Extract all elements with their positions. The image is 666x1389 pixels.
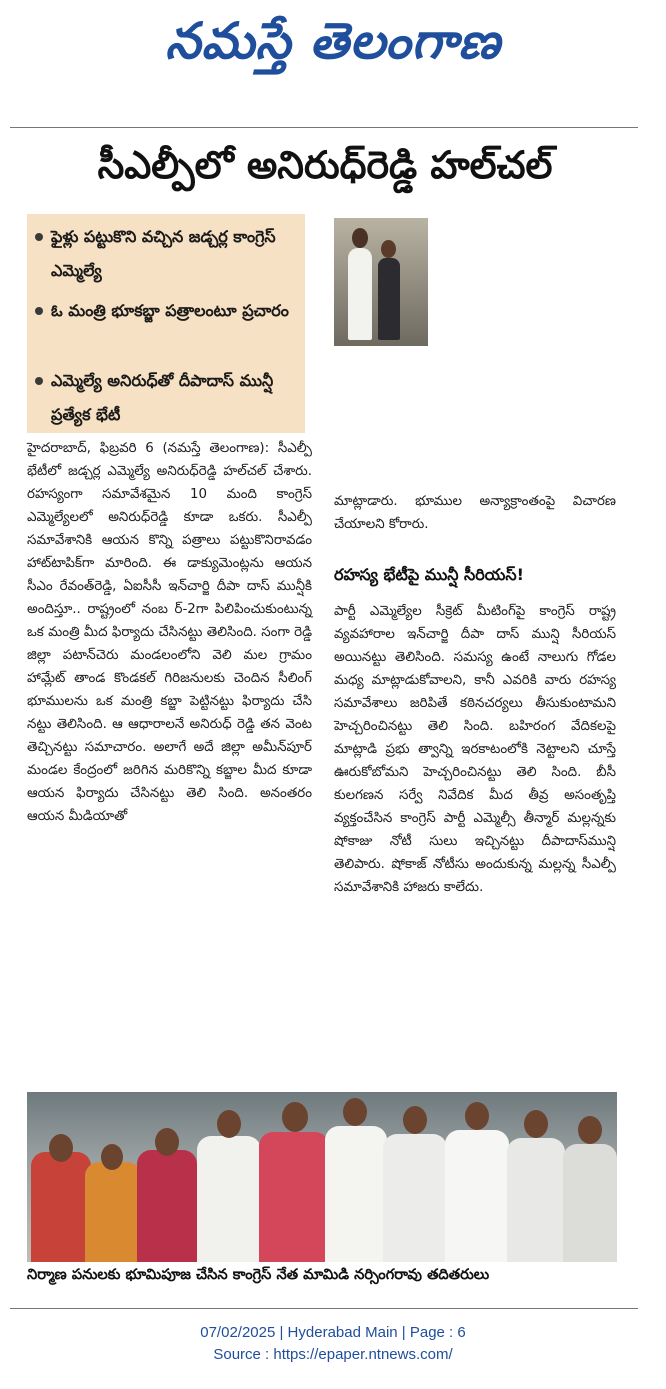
footer [0,1322,666,1366]
photo-person [137,1150,197,1262]
photo-person-head [155,1128,179,1156]
bullet-icon [35,377,43,385]
photo-person-head [578,1116,602,1144]
article-body-column-2-top: మాట్లాడారు. భూముల అన్యాక్రాంతంపై విచారణ చేయాలని కోరారు. [334,494,616,532]
photo-caption: నిర్మాణ పనులకు భూమిపూజ చేసిన కాంగ్రెస్ నేత మామిడి నర్సింగరావు తదితరులు [27,1266,490,1283]
highlight-text: ఓ మంత్రి భూకబ్జా పత్రాలంటూ ప్రచారం [51,301,289,320]
masthead [0,0,666,95]
photo-person [259,1132,329,1262]
photo-person [563,1144,617,1262]
article-headline-box [16,139,634,201]
highlight-item [37,220,299,288]
photo-person-head [352,228,368,248]
photo-person [197,1136,261,1262]
mla-photo [334,218,428,346]
photo-person-head [403,1106,427,1134]
highlights-box [27,214,305,433]
photo-person [383,1134,447,1262]
photo-person [348,248,372,340]
newspaper-title: నమస్తే తెలంగాణ [165,12,501,70]
photo-person [445,1130,509,1262]
photo-person [85,1162,141,1262]
photo-person-head [381,240,396,258]
photo-person-head [524,1110,548,1138]
footer-date-edition: 07/02/2025 | Hyderabad Main | Page : 6 [200,1324,466,1341]
photo-person [31,1152,91,1262]
bullet-icon [35,307,43,315]
photo-person-head [282,1102,308,1132]
photo-person-head [465,1102,489,1130]
bullet-icon [35,233,43,241]
photo-person-head [217,1110,241,1138]
photo-person [378,258,400,340]
photo-person-head [101,1144,123,1170]
highlight-item [37,364,299,432]
photo-person-head [343,1098,367,1126]
article-subhead: రహస్య భేటీపై మున్షీ సీరియస్! [334,565,524,584]
photo-person-head [49,1134,73,1162]
footer-source: Source : https://epaper.ntnews.com/ [213,1346,453,1363]
article-body-column-1: హైదరాబాద్, ఫిబ్రవరి 6 (నమస్తే తెలంగాణ): సీఎల్పీ భేటీలో జడ్చర్ల ఎమ్మెల్యే అనిరుధ్‌రెడ్డి హల్‌చల్ చేశారు. రహస్యంగా సమావేశమైన 10 మంది కాంగ్రెస్ ఎమ్మెల్యేలలో అనిరుధ్‌రెడ్డి కూడా ఒకరు. సీఎల్పీ సమావేశానికి ఆయన కొన్ని పత్రాలు పట్టుకొనిరావడం హాట్‌టాపిక్‌గా మారింది. ఈ డాక్యుమెంట్లను ఆయన సీఎం రేవంత్‌రెడ్డి, ఏఐసీసీ ఇన్‌చార్జి దీపా దాస్ మున్షీకి అందిస్తూ.. రాష్ట్రంలో నంబ ర్-2గా పిలిపించుకుంటున్న ఒక మంత్రి మీద ఫిర్యాదు చేసినట్టు తెలిసింది. సంగా రెడ్డి జిల్లా పటాన్‌చెరు మండలంలోని వెలి మల గ్రామం హామ్లేట్ తాండ కొండకల్ గిరిజనులకు చెందిన సీలింగ్ భూములను ఒక మంత్రి కబ్జా పెట్టినట్టు ఫిర్యాదు చేసి నట్టు తెలిసింది. ఆ ఆధారాలనే అనిరుధ్ రెడ్డి తన వెంట తెచ్చినట్టు సమాచారం. అలాగే అదే జిల్లా అమీన్‌పూర్ మండల కేంద్రంలో జరిగిన మరికొన్ని కబ్జాల మీద కూడా ఆయన ఫిర్యాదు చేసినట్టు తెలి సింది. అనంతరం ఆయన మీడియాతో [27,441,312,824]
highlight-text: ఫైళ్లు పట్టుకొని వచ్చిన జడ్చర్ల కాంగ్రెస్ ఎమ్మెల్యే [51,227,276,280]
photo-person [325,1126,387,1262]
article-body-column-2: పార్టీ ఎమ్మెల్యేల సీక్రెట్ మీటింగ్‌పై కాంగ్రెస్ రాష్ట్ర వ్యవహారాల ఇన్‌చార్జి దీపా దాస్ మున్షి సీరియస్ అయినట్టు తెలిసింది. సమస్య ఉంటే నాలుగు గోడల మధ్య మాట్లాడుకోవాలని, కానీ ఎవరికి వారు రహస్య సమావేశాలు జరిపితే కఠినచర్యలు తీసుకుంటామని హెచ్చరించినట్టు తెలి సింది. బహిరంగ వేదికలపై మాట్లాడి ప్రభు త్వాన్ని ఇరకాటంలోకి నెట్టాలని చూస్తే ఊరుకోబోమని హెచ్చరించినట్టు తెలి సింది. బీసీ కులగణన సర్వే నివేదిక మీద తీవ్ర అసంతృప్తి వ్యక్తంచేసిన కాంగ్రెస్ పార్టీ ఎమ్మెల్సీ తీన్మార్ మల్లన్నకు షోకాజు నోటీ సులు ఇచ్చినట్టు దీపాదాస్‌మున్షి తెలిపారు. షోకాజ్ నోటీసు అందుకున్న మల్లన్న సీఎల్పీ సమావేశానికి హాజరు కాలేదు. [334,604,616,895]
article-headline: సీఎల్పీలో అనిరుధ్‌రెడ్డి హల్‌చల్ [97,143,553,187]
group-photo [27,1092,617,1262]
photo-person [507,1138,565,1262]
highlight-text: ఎమ్మెల్యే అనిరుధ్‌తో దీపాదాస్ మున్షీ ప్రత్యేక భేటీ [51,371,274,424]
highlight-item [37,294,299,328]
